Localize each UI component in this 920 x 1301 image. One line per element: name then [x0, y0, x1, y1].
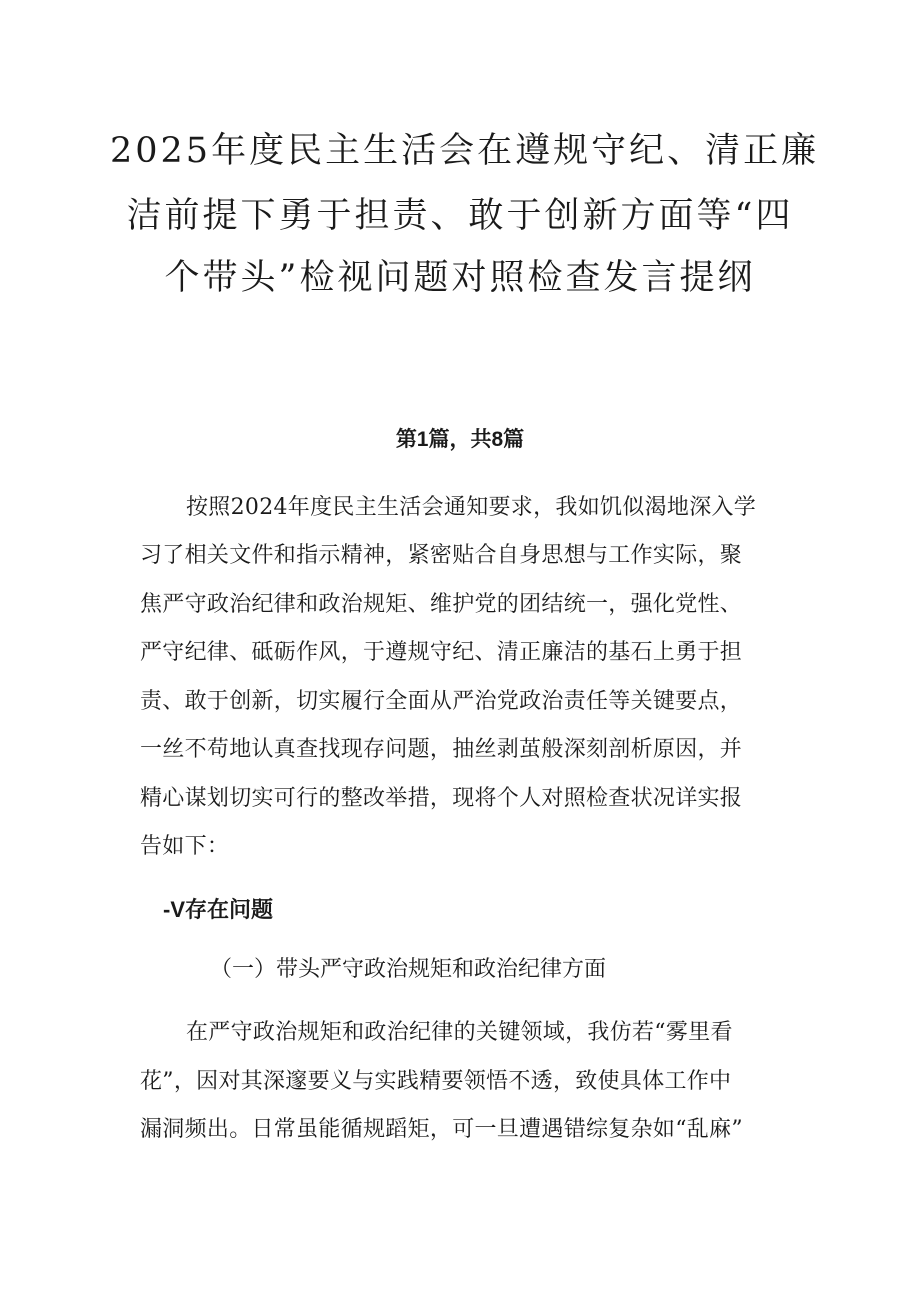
intro-line-8: 告如下： — [140, 834, 230, 859]
intro-line-1: 按照2024年度民主生活会通知要求，我如饥似渴地深入学 — [186, 495, 757, 520]
intro-line-2: 习了相关文件和指示精神，紧密贴合自身思想与工作实际，聚 — [140, 543, 743, 568]
document-title-line-2: 洁前提下勇于担责、敢于创新方面等“四 — [126, 196, 794, 236]
document-title-line-1: 2025年度民主生活会在遵规守纪、清正廉 — [110, 131, 820, 171]
subsection-heading: （一）带头严守政治规矩和政治纪律方面 — [210, 957, 607, 982]
intro-line-6: 一丝不苟地认真查找现存问题，抽丝剥茧般深刻剖析原因，并 — [140, 737, 743, 762]
body-line-1: 在严守政治规矩和政治纪律的关键领域，我仿若“雾里看 — [186, 1020, 733, 1045]
document-title-line-3: 个带头”检视问题对照检查发言提纲 — [164, 258, 756, 298]
intro-line-5: 责、敢于创新，切实履行全面从严治党政治责任等关键要点， — [140, 689, 743, 714]
intro-line-4: 严守纪律、砥砺作风，于遵规守纪、清正廉洁的基石上勇于担 — [140, 640, 743, 665]
part-indicator: 第1篇，共8篇 — [395, 428, 525, 451]
intro-line-7: 精心谋划切实可行的整改举措，现将个人对照检查状况详实报 — [140, 786, 743, 811]
intro-line-3: 焦严守政治纪律和政治规矩、维护党的团结统一，强化党性、 — [140, 592, 743, 617]
section-heading: -V存在问题 — [163, 897, 274, 922]
body-line-3: 漏洞频出。日常虽能循规蹈矩，可一旦遭遇错综复杂如“乱麻” — [140, 1117, 743, 1142]
body-line-2: 花”，因对其深邃要义与实践精要领悟不透，致使具体工作中 — [140, 1069, 732, 1094]
